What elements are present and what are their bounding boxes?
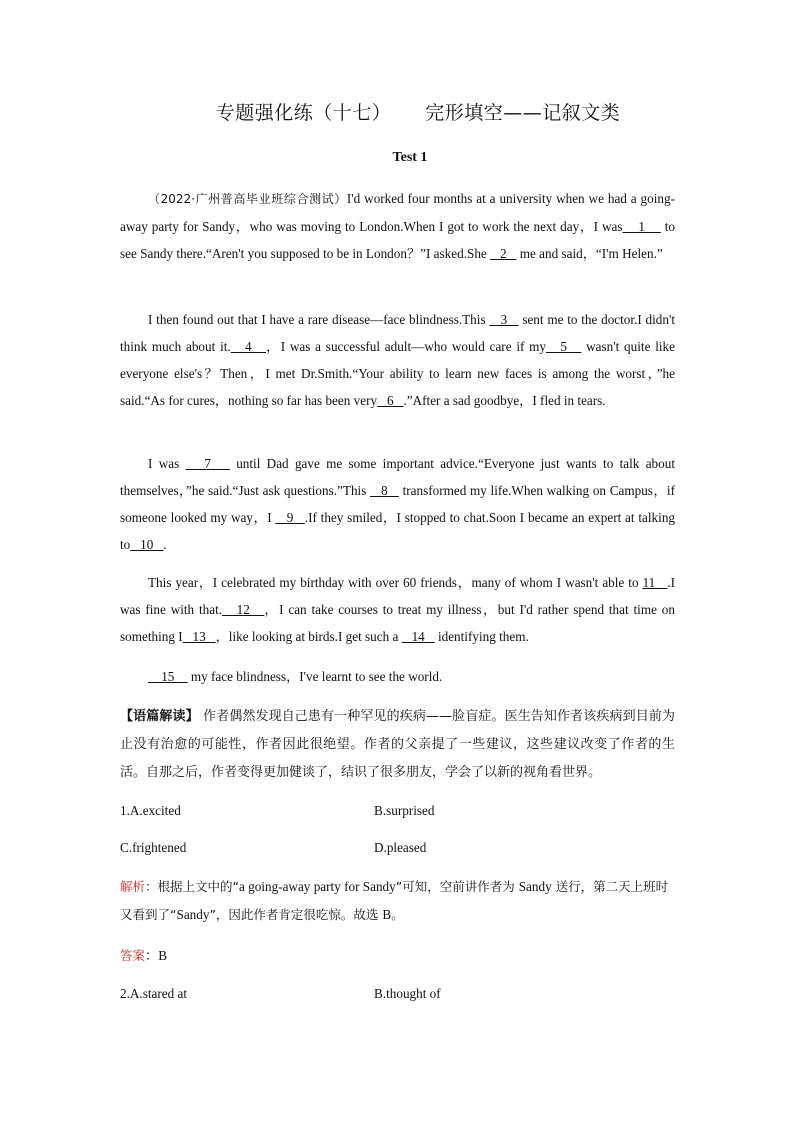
explanation-text: Sandy: [176, 907, 210, 922]
passage-text: .I was fine with that.: [120, 575, 675, 617]
q1-option-d: D.pleased: [374, 840, 427, 855]
q1-option-a: 1.A.excited: [120, 803, 181, 818]
analysis-text: 作者偶然发现自己患有一种罕见的疾病——脸盲症。医生告知作者该疾病到目前为止没有治愈的可能性，作者因此很绝望。作者的父亲提了一些建议，这些建议改变了作者的生活。自那之后，作者变得更加健谈了，结识了很多朋友，学会了以新的视角看世界。: [120, 709, 675, 780]
passage-text: This year，I celebrated my birthday with over 60 friends，many of whom I wasn't able to: [148, 575, 643, 590]
passage-paragraph-3: [120, 450, 675, 558]
passage-text: until Dad gave me some important advice.“Everyone just wants to talk about themselves，”he said.“Just ask questions.”This: [120, 456, 675, 498]
q1-option-b: B.surprised: [374, 803, 435, 818]
explanation-text: ：根据上文中的“: [145, 879, 239, 894]
passage-analysis: [120, 703, 675, 787]
explanation-text: ”可知，空前讲作者为: [395, 879, 519, 894]
q1-option-c: C.frightened: [120, 840, 187, 855]
blank-1: 1: [622, 219, 661, 234]
passage-text: .If they smiled，I stopped to chat.Soon I became an expert at talking to: [120, 510, 676, 552]
explanation-text: 。: [391, 907, 404, 922]
analysis-label: 【语篇解读】: [120, 709, 199, 724]
blank-2: 2: [490, 246, 517, 261]
passage-text: I'd worked four months at a university when we had a going-away party for Sandy，who was moving to London.When I got to work the next day，I was: [120, 191, 675, 234]
explanation-label: 解析: [120, 879, 146, 894]
passage-text: ，I can take courses to treat my illness，but I'd rather spend that time on something I: [120, 602, 675, 644]
blank-5: 5: [546, 339, 582, 354]
blank-8: 8: [370, 483, 399, 498]
passage-text: I was: [148, 456, 186, 471]
q2-option-b: B.thought of: [374, 986, 441, 1001]
blank-14: 14: [401, 629, 435, 644]
passage-paragraph-5: [120, 663, 675, 690]
blank-3: 3: [489, 312, 519, 327]
source-note: （2022·广州普高毕业班综合测试）: [148, 192, 347, 206]
passage-text: my face blindness，I've learnt to see the world.: [187, 669, 443, 684]
passage-text: wasn't quite like everyone else's？Then，I met Dr.Smith.“Your ability to learn new faces is among the worst，”he said.“As for cures，nothing so far has been very: [120, 339, 675, 408]
q1-answer: [120, 942, 675, 970]
passage-text: sent me to the doctor.I didn't think much about it.: [120, 312, 676, 354]
q2-option-a: 2.A.stared at: [120, 986, 188, 1001]
explanation-text: Sandy: [518, 879, 552, 894]
explanation-text: ”，因此作者肯定很吃惊。故选: [209, 907, 383, 922]
blank-6: 6: [377, 393, 404, 408]
passage-text: transformed my life.When walking on Campus，if someone looked my way，I: [120, 483, 675, 525]
test-heading: Test 1: [392, 150, 428, 165]
passage-paragraph-2: [120, 306, 675, 414]
passage-text: to see Sandy there.“Aren't you supposed to be in London？”I asked.She: [120, 219, 675, 261]
blank-4: 4: [230, 339, 267, 354]
passage-text: ，like looking at birds.I get such a: [215, 629, 402, 644]
blank-10: 10: [130, 537, 164, 552]
answer-value: ：B: [145, 948, 167, 963]
explanation-text: 送行，第二天上班时又看到了“: [120, 879, 669, 922]
blank-15: 15: [148, 669, 188, 684]
title-part-1: 专题强化练（十七）: [215, 102, 392, 124]
passage-text: ，I was a successful adult—who would care if my: [266, 339, 547, 354]
blank-9: 9: [275, 510, 305, 525]
blank-11: 11: [642, 575, 668, 590]
title-part-2: 完形填空——记叙文类: [425, 102, 621, 124]
passage-paragraph-1: [120, 185, 675, 267]
q1-explanation: [120, 873, 675, 929]
explanation-quote: a going-away party for Sandy: [239, 879, 396, 894]
page-title: [0, 98, 794, 125]
explanation-text: B: [382, 907, 392, 922]
passage-text: me and said，“I'm Helen.”: [516, 246, 663, 261]
passage-text: I then found out that I have a rare disease—face blindness.This: [148, 312, 490, 327]
blank-12: 12: [222, 602, 265, 617]
blank-13: 13: [182, 629, 216, 644]
passage-paragraph-4: [120, 569, 675, 650]
passage-text: .”After a sad goodbye，I fled in tears.: [403, 393, 606, 408]
passage-text: .: [163, 537, 167, 552]
blank-7: 7: [185, 456, 230, 471]
answer-label: 答案: [120, 948, 146, 963]
passage-text: identifying them.: [434, 629, 529, 644]
